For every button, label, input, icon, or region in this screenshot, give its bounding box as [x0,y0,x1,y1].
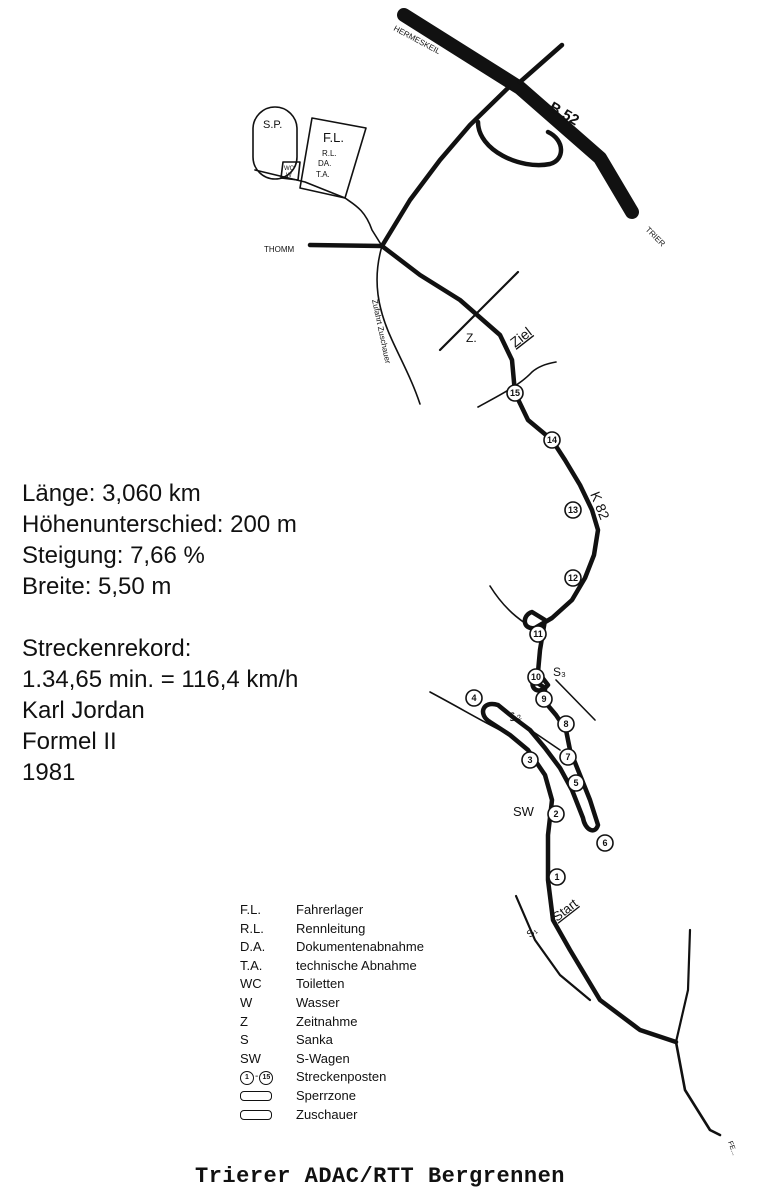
k82-label: K 82 [587,489,613,522]
svg-text:9: 9 [541,694,547,704]
legend-abbr: F.L. [240,902,261,917]
road-south [676,1042,720,1135]
sperrzone-line-s3 [556,680,595,720]
post-6 [597,835,613,851]
b52-highway [404,15,632,212]
thomm-label: THOMM [264,245,295,254]
record-year: 1981 [22,759,76,786]
svg-text:4: 4 [471,693,477,703]
w-label: W [286,173,292,179]
ziel-label: Ziel [506,323,535,351]
sperrzone-symbol [240,1087,296,1106]
post-15 [507,385,523,401]
legend-desc: Dokumentenabnahme [296,939,424,955]
post-3 [522,752,538,768]
svg-text:11: 11 [533,629,543,639]
wc-label: WC [284,166,294,172]
zuschauer-symbol [240,1106,296,1125]
sperrzone-icon [240,1091,272,1101]
post-from-icon: 1 [240,1071,254,1085]
post-13 [565,502,581,518]
legend-abbr: Z [240,1013,248,1029]
legend-row [240,901,424,920]
legend-abbr: T.A. [240,957,263,973]
record-time: 1.34,65 min. = 116,4 km/h [22,666,299,693]
svg-text:12: 12 [567,573,579,583]
interchange-loop [478,122,561,165]
trier-label: TRIER [643,225,667,249]
post-9 [536,691,552,707]
post-12 [565,570,581,586]
legend-row [240,994,424,1013]
legend-abbr: R.L. [240,920,264,936]
legend-row [240,1013,424,1032]
svg-text:6: 6 [602,838,608,848]
post-7 [560,749,576,765]
paddock-path [255,170,382,246]
sp-label: S.P. [263,119,283,131]
legend-row-sperrzone [240,1087,424,1106]
post-5 [568,775,584,791]
legend-desc: Zuschauer [296,1106,358,1122]
s3-label: S₃ [553,665,566,679]
stat-hoehe: Höhenunterschied: 200 m [22,511,297,538]
legend-desc: Sanka [296,1032,333,1048]
legend-abbr: WC [240,976,262,992]
legend-desc: Fahrerlager [296,902,364,917]
side-road-4 [430,692,500,730]
legend-desc: Zeitnahme [296,1013,358,1029]
legend-abbr: W [240,994,253,1010]
posts-symbol: 1 - 15 [240,1068,296,1087]
svg-text:2: 2 [553,809,559,819]
svg-text:5: 5 [573,778,579,788]
legend-desc: S-Wagen [296,1050,350,1066]
svg-text:1: 1 [554,872,560,882]
post-to-icon: 15 [259,1071,273,1085]
road-to-thomm-junction [382,88,508,246]
z-label: Z. [466,331,477,345]
svg-text:14: 14 [546,435,558,445]
stat-steigung: Steigung: 7,66 % [22,542,205,569]
svg-text:13: 13 [567,505,579,515]
b52-label: B 52 [546,98,582,130]
legend-row [240,1031,424,1050]
legend-row [240,920,424,939]
legend-row [240,975,424,994]
road-east [676,930,690,1042]
legend-desc: Toiletten [296,976,345,992]
legend-row [240,938,424,957]
course-stats [22,478,298,788]
course-road [382,246,676,1042]
post-11 [530,626,546,642]
legend-abbr: S [240,1032,249,1048]
legend-row-posts [240,1068,424,1087]
hermeskeil-label: HERMESKEIL [392,23,442,56]
legend-desc: technische Abnahme [296,957,417,973]
svg-text:15: 15 [509,388,521,398]
legend-abbr: SW [240,1050,261,1066]
svg-text:8: 8 [563,719,569,729]
legend-abbr: D.A. [240,939,266,955]
zuschauer-icon [240,1110,272,1120]
legend-desc: Wasser [296,994,340,1010]
rl-label: R.L. [322,149,337,158]
legend-desc: Streckenposten [296,1069,387,1085]
svg-text:7: 7 [565,752,571,762]
legend-row [240,957,424,976]
post-14 [544,432,560,448]
svg-text:3: 3 [527,755,533,765]
fl-label: F.L. [323,130,344,145]
post-10 [528,669,544,685]
legend-desc: Sperrzone [296,1087,356,1103]
fe-label: FE... [726,1140,738,1157]
legend-desc: Rennleitung [296,920,366,936]
record-category: Formel II [22,728,117,755]
thomm-road [310,245,382,246]
record-heading: Streckenrekord: [22,635,192,662]
sw-label: SW [513,804,534,819]
s2-label: S₂ [506,707,523,725]
post-8 [558,716,574,732]
svg-text:10: 10 [530,672,542,682]
ta-label: T.A. [316,170,330,179]
post-1 [549,869,565,885]
legend-row-zuschauer [240,1106,424,1125]
da-label: DA. [318,159,332,168]
legend-row [240,1050,424,1069]
stat-breite: Breite: 5,50 m [22,573,172,600]
interchange-ramp [520,45,562,82]
post-4 [466,690,482,706]
legend [240,901,424,1124]
post-2 [548,806,564,822]
page-title: Trierer ADAC/RTT Bergrennen [195,1164,565,1189]
s1-label: S₁ [524,925,540,941]
zufahrt-label: Zufahrt Zuschauer [370,298,393,365]
start-label: Start [549,895,581,925]
stat-laenge: Länge: 3,060 km [22,480,201,507]
record-driver: Karl Jordan [22,697,145,724]
